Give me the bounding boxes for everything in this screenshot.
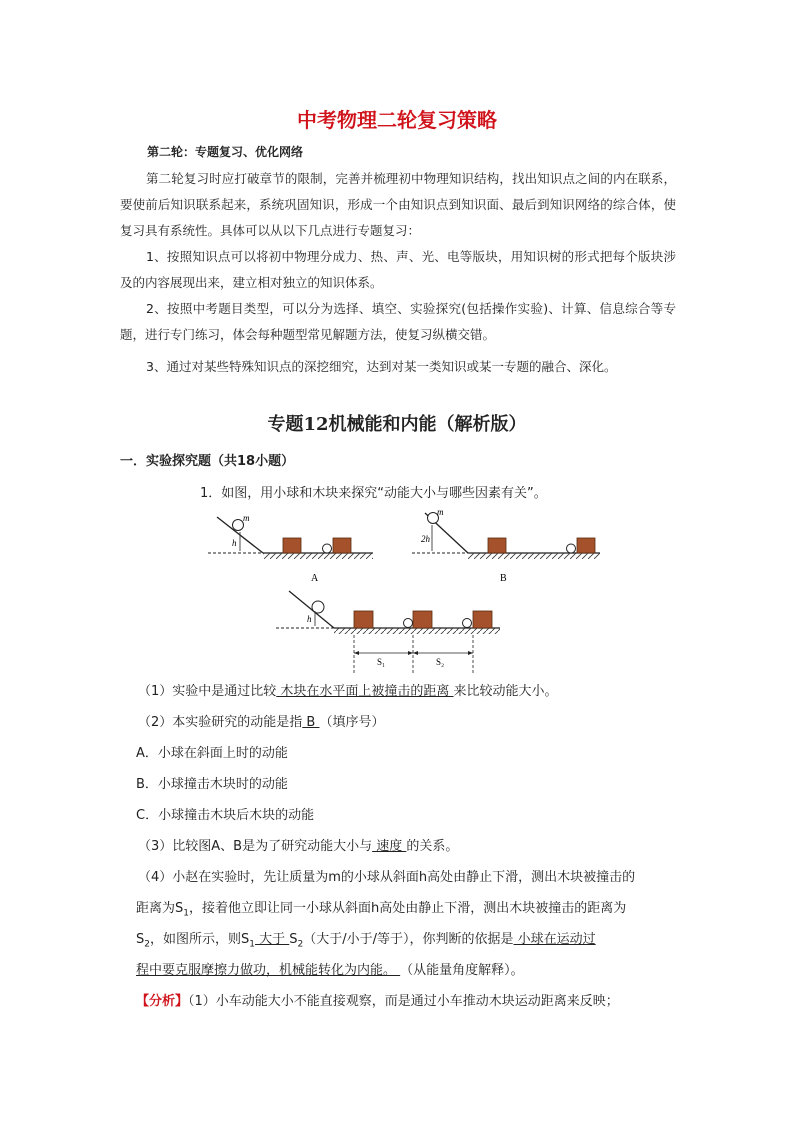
- analysis-text: （1）小车动能大小不能直接观察，而是通过小车推动木块运动距离来反映；: [188, 994, 619, 1009]
- q4-line3-sub: 2: [144, 939, 150, 950]
- q4-line3-sub2: 1: [249, 939, 255, 950]
- question-part-4-line-3: [136, 928, 596, 950]
- option-c: C．小球撞击木块后木块的动能: [136, 808, 315, 823]
- q3-prefix: （3）比较图A、B是为了研究动能大小与: [138, 839, 373, 854]
- analysis-tag: 【分析】: [136, 994, 189, 1009]
- q4-compare-answer: 大于: [255, 932, 290, 947]
- question-part-4-line-1: （4）小赵在实验时，先让质量为m的小球从斜面h高处由静止下滑，测出木块被撞击的: [138, 870, 636, 885]
- q4-line4-suffix: （从能量角度解释）。: [400, 963, 524, 978]
- analysis-line: [136, 990, 619, 1009]
- page-title: 中考物理二轮复习策略: [297, 108, 497, 132]
- option-b: B．小球撞击木块时的动能: [136, 777, 288, 792]
- q4-line3-c: S: [289, 932, 298, 947]
- wood-block-c3: [473, 611, 492, 628]
- q1-prefix: （1）实验中是通过比较: [138, 684, 277, 699]
- option-a: A．小球在斜面上时的动能: [136, 746, 288, 761]
- q4-line3-sub3: 2: [297, 939, 304, 950]
- distance-s1-label: S₁: [377, 657, 386, 667]
- q1-suffix: 来比较动能大小。: [453, 684, 558, 699]
- q2-suffix: （填序号）: [319, 715, 385, 730]
- wood-block-c1: [354, 611, 373, 628]
- topic-title: 专题12机械能和内能（解析版）: [267, 414, 527, 435]
- q4-line2-b: ，接着他立即让同一小球从斜面h高处由静止下滑，测出木块被撞击的距离为: [189, 901, 627, 916]
- q1-answer: 木块在水平面上被撞击的距离: [276, 684, 454, 699]
- distance-s2-label: S₂: [436, 657, 445, 667]
- height-label-a: h: [232, 538, 237, 548]
- diagram-c: [276, 591, 500, 673]
- question-part-4-line-2: [136, 897, 626, 919]
- question-part-3: [138, 835, 458, 854]
- mass-label-a: m: [243, 513, 250, 523]
- wood-block-a: [283, 538, 301, 553]
- question-part-1: [138, 680, 558, 699]
- q3-suffix: 的关系。: [406, 839, 459, 854]
- wood-block-a-moved: [333, 538, 351, 553]
- q4-reason-answer-start: 小球在运动过: [513, 932, 596, 947]
- intro-paragraph-4: 3、通过对某些特殊知识点的深挖细究，达到对某一类知识或某一专题的融合、深化。: [146, 359, 617, 374]
- question-part-4-line-4: [136, 959, 524, 978]
- q4-line3-a: S: [136, 932, 145, 947]
- experiment-figure: [0, 505, 794, 685]
- intro-paragraph-3: 2、按照中考题目类型，可以分为选择、填空、实验探究(包括操作实验)、计算、信息综合等专题，进行专门练习，体会每种题型常见解题方法，使复习纵横交错。: [120, 301, 676, 342]
- diagram-a: [208, 513, 373, 584]
- diagram-b-label: B: [500, 573, 507, 584]
- wood-block-b: [488, 538, 506, 553]
- diagram-a-label: A: [311, 573, 319, 584]
- question-part-2: [138, 711, 384, 730]
- height-label-c: h: [307, 614, 312, 624]
- q4-line2-sub: 1: [183, 908, 189, 919]
- height-label-b: 2h: [421, 534, 430, 544]
- strategy-subheading: 第二轮：专题复习、优化网络: [147, 145, 304, 159]
- q3-answer: 速度: [372, 839, 407, 854]
- q4-line3-d: （大于/小于/等于），你判断的依据是: [303, 932, 514, 947]
- q4-reason-answer-end: 程中要克服摩擦力做功，机械能转化为内能。: [136, 963, 401, 978]
- intro-paragraph-2: 1、按照知识点可以将初中物理分成力、热、声、光、电等版块，用知识树的形式把每个版块涉及的内容展现出来，建立相对独立的知识体系。: [120, 249, 676, 290]
- section-heading: 一．实验探究题（共18小题）: [120, 454, 295, 469]
- diagram-b: [412, 507, 600, 584]
- wood-block-b-moved: [577, 538, 595, 553]
- wood-block-c2: [413, 611, 432, 628]
- intro-paragraph-1: 第二轮复习时应打破章节的限制，完善并梳理初中物理知识结构，找出知识点之间的内在联系，要使前后知识联系起来，系统巩固知识，形成一个由知识点到知识面、最后到知识网络的综合体，使复习具有系统性。具体可以从以下几点进行专题复习：: [120, 171, 676, 238]
- q4-line2-a: 距离为S: [136, 901, 184, 916]
- q2-prefix: （2）本实验研究的动能是指: [138, 715, 303, 730]
- question-stem: 1．如图，用小球和木块来探究“动能大小与哪些因素有关”。: [200, 486, 547, 501]
- q2-answer: B: [302, 715, 320, 730]
- q4-line3-b: ，如图所示，则S: [150, 932, 250, 947]
- mass-label-b: m: [437, 507, 444, 517]
